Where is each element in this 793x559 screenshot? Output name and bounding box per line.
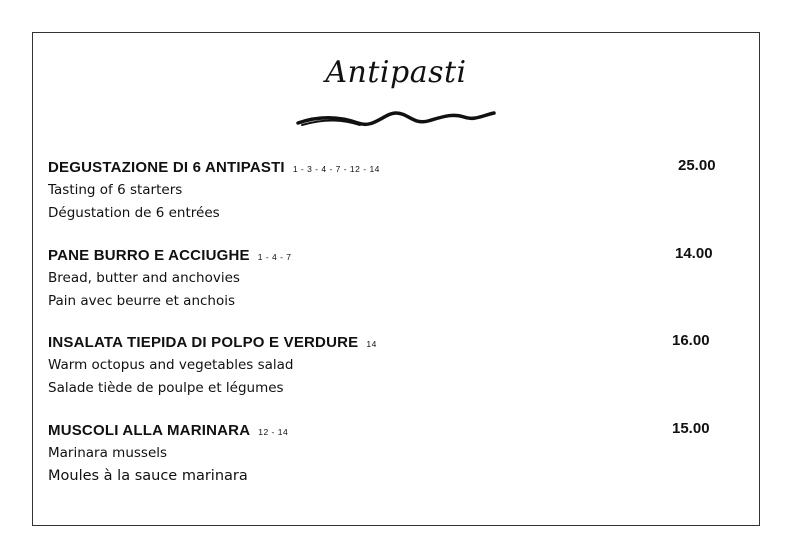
item-name: PANE BURRO E ACCIUGHE: [48, 247, 250, 264]
item-description-en: Marinara mussels: [48, 445, 168, 461]
menu-card: [32, 32, 760, 526]
item-allergens: 1 - 4 - 7: [257, 252, 292, 262]
item-price: 15.00: [672, 420, 710, 437]
item-allergens: 1 - 3 - 4 - 7 - 12 - 14: [292, 164, 380, 174]
item-description-fr: Moules à la sauce marinara: [48, 468, 248, 484]
item-description-fr: Dégustation de 6 entrées: [48, 205, 220, 221]
item-allergens: 12 - 14: [258, 427, 289, 437]
item-description-fr: Salade tiède de poulpe et légumes: [48, 380, 284, 396]
item-name: MUSCOLI ALLA MARINARA: [48, 422, 251, 439]
menu-title: Antipasti: [325, 55, 467, 90]
item-price: 14.00: [675, 245, 713, 262]
item-description-fr: Pain avec beurre et anchois: [48, 293, 236, 309]
decorative-swash: [296, 105, 496, 133]
item-description-en: Tasting of 6 starters: [48, 182, 183, 198]
item-description-en: Bread, butter and anchovies: [48, 270, 240, 286]
item-price: 16.00: [672, 332, 710, 349]
item-price: 25.00: [678, 157, 716, 174]
item-description-en: Warm octopus and vegetables salad: [48, 357, 294, 373]
menu-item: [48, 332, 738, 400]
item-allergens: 14: [366, 339, 377, 349]
menu-item: [48, 245, 738, 313]
menu-item: [48, 420, 738, 488]
item-name: INSALATA TIEPIDA DI POLPO E VERDURE: [48, 334, 359, 351]
item-name: DEGUSTAZIONE DI 6 ANTIPASTI: [48, 159, 285, 176]
menu-item: [48, 157, 738, 225]
